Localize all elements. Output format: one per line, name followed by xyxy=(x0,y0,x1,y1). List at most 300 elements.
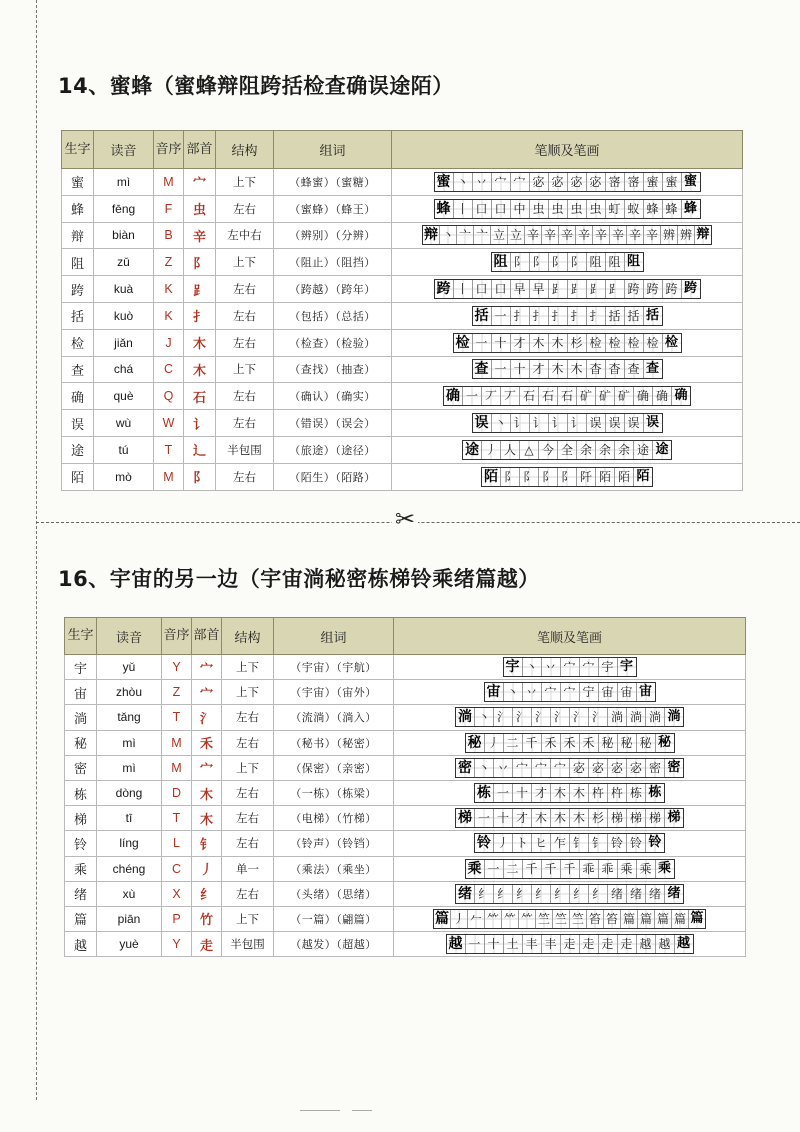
stroke-box: 千 xyxy=(561,860,580,878)
stroke-box: 石 xyxy=(520,387,539,405)
character-cell: 铃 xyxy=(65,831,97,856)
col-header-structure: 结构 xyxy=(222,618,274,655)
letter-cell: T xyxy=(162,705,192,730)
stroke-box: 二 xyxy=(504,860,523,878)
stroke-box: 一 xyxy=(466,935,485,953)
table-row xyxy=(65,831,746,856)
stroke-box: 越 xyxy=(656,935,675,953)
letter-cell: Z xyxy=(154,249,184,276)
pinyin-cell: tī xyxy=(97,806,162,831)
stroke-box: 铃 xyxy=(627,834,646,852)
stroke-box: 纟 xyxy=(494,885,513,903)
stroke-box: 木 xyxy=(549,360,568,378)
character-cell: 宙 xyxy=(65,680,97,705)
pinyin-cell: mò xyxy=(94,463,154,490)
character-cell: 宇 xyxy=(65,655,97,680)
stroke-box: 误 xyxy=(587,414,606,432)
stroke-box: 辩 xyxy=(696,227,710,243)
stroke-box: 蚁 xyxy=(625,200,644,218)
radical-cell: 石 xyxy=(184,383,216,410)
words-cell: （错误）（误会） xyxy=(274,410,392,437)
stroke-box: 括 xyxy=(625,307,644,325)
stroke-box: 十 xyxy=(511,360,530,378)
words-cell: （确认）（确实） xyxy=(274,383,392,410)
stroke-grid xyxy=(481,467,653,487)
character-cell: 蜂 xyxy=(62,195,94,222)
pinyin-cell: mì xyxy=(97,730,162,755)
pinyin-cell: mì xyxy=(97,755,162,780)
stroke-box: 淌 xyxy=(646,708,665,726)
stroke-order-cell xyxy=(394,906,746,931)
stroke-order-cell xyxy=(392,463,743,490)
stroke-box: 辛 xyxy=(525,226,542,244)
character-cell: 检 xyxy=(62,329,94,356)
letter-cell: D xyxy=(162,780,192,805)
table-row xyxy=(62,302,743,329)
character-cell: 越 xyxy=(65,932,97,957)
stroke-box: 跨 xyxy=(663,280,682,298)
stroke-box: 氵 xyxy=(570,708,589,726)
stroke-box: 杉 xyxy=(589,809,608,827)
stroke-box: 杳 xyxy=(587,360,606,378)
stroke-box: 纟 xyxy=(475,885,494,903)
stroke-grid xyxy=(491,252,644,272)
stroke-box: 跨 xyxy=(644,280,663,298)
stroke-box: 淌 xyxy=(627,708,646,726)
stroke-box: 千 xyxy=(523,734,542,752)
letter-cell: M xyxy=(162,755,192,780)
words-cell: （蜜蜂）（蜂王） xyxy=(274,195,392,222)
stroke-box: 秘 xyxy=(599,734,618,752)
letter-cell: T xyxy=(162,806,192,831)
col-header-structure: 结构 xyxy=(216,131,274,169)
stroke-box: ⻊ xyxy=(606,280,625,298)
stroke-grid xyxy=(472,306,663,326)
structure-cell: 左右 xyxy=(222,780,274,805)
stroke-order-cell xyxy=(394,780,746,805)
stroke-box: 阻 xyxy=(606,253,625,271)
stroke-box: 才 xyxy=(511,334,530,352)
binding-dashed-line xyxy=(36,0,37,1100)
stroke-box: 秘 xyxy=(656,734,674,752)
stroke-box: 杵 xyxy=(589,784,608,802)
stroke-box: 辨 xyxy=(661,226,678,244)
stroke-box: 蜜 xyxy=(663,173,682,191)
structure-cell: 单一 xyxy=(222,856,274,881)
col-header-char: 生字 xyxy=(65,618,97,655)
col-header-radical: 部首 xyxy=(184,131,216,169)
pinyin-cell: tú xyxy=(94,436,154,463)
stroke-box: 阝 xyxy=(501,468,520,486)
stroke-box: 梯 xyxy=(627,809,646,827)
stroke-box: 篇 xyxy=(638,910,655,928)
stroke-box: ⺮ xyxy=(485,910,502,928)
words-cell: （一篇）（翩篇） xyxy=(274,906,394,931)
stroke-grid xyxy=(474,833,665,853)
stroke-box: 跨 xyxy=(682,280,700,298)
radical-cell: 辛 xyxy=(184,222,216,249)
stroke-box: 检 xyxy=(454,334,473,352)
words-cell: （秘书）（秘密） xyxy=(274,730,394,755)
stroke-box: 立 xyxy=(508,226,525,244)
stroke-box: 蜂 xyxy=(644,200,663,218)
stroke-box: 蜜 xyxy=(644,173,663,191)
letter-cell: L xyxy=(162,831,192,856)
stroke-box: 木 xyxy=(551,784,570,802)
stroke-box: 早 xyxy=(511,280,530,298)
structure-cell: 左右 xyxy=(216,276,274,303)
stroke-box: 确 xyxy=(634,387,653,405)
stroke-box: 一 xyxy=(492,360,511,378)
stroke-grid xyxy=(472,359,663,379)
stroke-box: 阻 xyxy=(587,253,606,271)
stroke-box: 阡 xyxy=(577,468,596,486)
stroke-box: 途 xyxy=(653,441,671,459)
stroke-box: 纟 xyxy=(532,885,551,903)
stroke-box: 密 xyxy=(646,759,665,777)
stroke-order-cell xyxy=(394,856,746,881)
stroke-order-cell xyxy=(394,655,746,680)
stroke-grid xyxy=(455,758,684,778)
letter-cell: Q xyxy=(154,383,184,410)
stroke-box: 十 xyxy=(494,809,513,827)
structure-cell: 上下 xyxy=(222,755,274,780)
structure-cell: 半包围 xyxy=(216,436,274,463)
stroke-box: 宁 xyxy=(580,683,599,701)
words-cell: （乘法）（乘坐） xyxy=(274,856,394,881)
stroke-box: 扌 xyxy=(511,307,530,325)
structure-cell: 左右 xyxy=(216,463,274,490)
stroke-box: 蜜 xyxy=(682,173,700,191)
stroke-box: 竺 xyxy=(570,910,587,928)
radical-cell: 宀 xyxy=(192,755,222,780)
footer-mark xyxy=(352,1110,372,1111)
stroke-box: 陌 xyxy=(634,468,652,486)
structure-cell: 上下 xyxy=(222,906,274,931)
pinyin-cell: yuè xyxy=(97,932,162,957)
stroke-box: 乘 xyxy=(466,860,485,878)
pinyin-cell: chéng xyxy=(97,856,162,881)
stroke-box: 木 xyxy=(530,334,549,352)
stroke-box: 宓 xyxy=(627,759,646,777)
radical-cell: 辶 xyxy=(184,436,216,463)
stroke-box: 绪 xyxy=(665,885,683,903)
stroke-box: 淌 xyxy=(608,708,627,726)
words-cell: （阻止）（阻挡） xyxy=(274,249,392,276)
stroke-box: 跨 xyxy=(435,280,454,298)
stroke-box: 宙 xyxy=(599,683,618,701)
stroke-box: 篇 xyxy=(655,910,672,928)
stroke-box: 途 xyxy=(463,441,482,459)
stroke-box: 余 xyxy=(596,441,615,459)
stroke-box: 乖 xyxy=(599,860,618,878)
stroke-box: 氵 xyxy=(589,708,608,726)
stroke-box: 括 xyxy=(606,307,625,325)
stroke-box: ⻊ xyxy=(587,280,606,298)
stroke-box: 扌 xyxy=(530,307,549,325)
stroke-box: 检 xyxy=(663,334,681,352)
stroke-box: 氵 xyxy=(551,708,570,726)
stroke-grid xyxy=(455,884,684,904)
stroke-box: ⻊ xyxy=(549,280,568,298)
structure-cell: 上下 xyxy=(222,655,274,680)
radical-cell: 宀 xyxy=(192,680,222,705)
stroke-box: 查 xyxy=(644,360,662,378)
structure-cell: 左右 xyxy=(216,302,274,329)
stroke-box: 十 xyxy=(513,784,532,802)
character-cell: 篇 xyxy=(65,906,97,931)
stroke-box: 跨 xyxy=(625,280,644,298)
structure-cell: 上下 xyxy=(216,356,274,383)
words-cell: （检查）（检验） xyxy=(274,329,392,356)
letter-cell: P xyxy=(162,906,192,931)
stroke-box: 检 xyxy=(606,334,625,352)
stroke-box: 确 xyxy=(672,387,690,405)
stroke-box: 辛 xyxy=(542,226,559,244)
stroke-order-cell xyxy=(392,169,743,196)
radical-cell: 讠 xyxy=(184,410,216,437)
stroke-box: 越 xyxy=(675,935,693,953)
stroke-box: 阝 xyxy=(558,468,577,486)
stroke-order-cell xyxy=(392,383,743,410)
stroke-box: 宀 xyxy=(492,173,511,191)
stroke-box: 辛 xyxy=(559,226,576,244)
stroke-box: 矿 xyxy=(596,387,615,405)
stroke-box: 途 xyxy=(634,441,653,459)
stroke-box: 钅 xyxy=(570,834,589,852)
radical-cell: 木 xyxy=(184,329,216,356)
stroke-box: 丨 xyxy=(454,200,473,218)
stroke-grid xyxy=(465,859,675,879)
stroke-box: 余 xyxy=(615,441,634,459)
table-row xyxy=(65,705,746,730)
radical-cell: 木 xyxy=(184,356,216,383)
stroke-grid xyxy=(472,413,663,433)
stroke-order-cell xyxy=(392,410,743,437)
stroke-box: 陌 xyxy=(596,468,615,486)
stroke-box: 辛 xyxy=(610,226,627,244)
col-header-words: 组词 xyxy=(274,618,394,655)
stroke-box: 扌 xyxy=(549,307,568,325)
pinyin-cell: piān xyxy=(97,906,162,931)
pinyin-cell: zhòu xyxy=(97,680,162,705)
stroke-box: 亠 xyxy=(474,226,491,244)
words-cell: （保密）（亲密） xyxy=(274,755,394,780)
character-cell: 括 xyxy=(62,302,94,329)
stroke-box: 宇 xyxy=(599,658,618,676)
letter-cell: X xyxy=(162,881,192,906)
stroke-box: 一 xyxy=(485,860,504,878)
radical-cell: 竹 xyxy=(192,906,222,931)
stroke-box: 人 xyxy=(501,441,520,459)
stroke-grid xyxy=(453,333,682,353)
pinyin-cell: biàn xyxy=(94,222,154,249)
pinyin-cell: què xyxy=(94,383,154,410)
col-header-radical: 部首 xyxy=(192,618,222,655)
pinyin-cell: tǎng xyxy=(97,705,162,730)
stroke-box: 蜂 xyxy=(682,200,700,218)
radical-cell: 宀 xyxy=(184,169,216,196)
structure-cell: 左右 xyxy=(222,730,274,755)
stroke-box: 丶 xyxy=(504,683,523,701)
radical-cell: 木 xyxy=(192,780,222,805)
stroke-box: 辛 xyxy=(644,226,661,244)
stroke-box: 乘 xyxy=(618,860,637,878)
lesson-14-character-table xyxy=(61,130,743,491)
stroke-box: ⺮ xyxy=(502,910,519,928)
stroke-box: 全 xyxy=(558,441,577,459)
character-cell: 蜜 xyxy=(62,169,94,196)
stroke-box: 宙 xyxy=(618,683,637,701)
table-row xyxy=(62,356,743,383)
radical-cell: 钅 xyxy=(192,831,222,856)
stroke-box: 走 xyxy=(618,935,637,953)
radical-cell: 虫 xyxy=(184,195,216,222)
words-cell: （宇宙）（宙外） xyxy=(274,680,394,705)
stroke-box: 丶 xyxy=(475,708,494,726)
stroke-box: 丷 xyxy=(473,173,492,191)
table-header-row xyxy=(62,131,743,169)
character-cell: 阻 xyxy=(62,249,94,276)
stroke-box: 篇 xyxy=(690,910,704,926)
stroke-box: 纟 xyxy=(589,885,608,903)
stroke-box: 辛 xyxy=(627,226,644,244)
stroke-box: ト xyxy=(513,834,532,852)
words-cell: （流淌）（淌入） xyxy=(274,705,394,730)
stroke-order-cell xyxy=(392,195,743,222)
words-cell: （一栋）（栋梁） xyxy=(274,780,394,805)
stroke-box: 宻 xyxy=(606,173,625,191)
table-row xyxy=(62,436,743,463)
stroke-order-cell xyxy=(394,932,746,957)
stroke-box: 宇 xyxy=(618,658,636,676)
structure-cell: 上下 xyxy=(222,680,274,705)
stroke-box: 误 xyxy=(473,414,492,432)
structure-cell: 左右 xyxy=(222,881,274,906)
stroke-box: 误 xyxy=(644,414,662,432)
stroke-box: 丆 xyxy=(482,387,501,405)
stroke-order-cell xyxy=(394,680,746,705)
stroke-box: 阻 xyxy=(492,253,511,271)
stroke-box: 宇 xyxy=(504,658,523,676)
stroke-box: 丶 xyxy=(523,658,542,676)
stroke-box: 宀 xyxy=(511,173,530,191)
stroke-box: 余 xyxy=(577,441,596,459)
radical-cell: 氵 xyxy=(192,705,222,730)
stroke-box: 辛 xyxy=(593,226,610,244)
col-header-strokes: 笔顺及笔画 xyxy=(392,131,743,169)
stroke-grid xyxy=(434,172,701,192)
character-cell: 淌 xyxy=(65,705,97,730)
stroke-box: 误 xyxy=(625,414,644,432)
stroke-box: △ xyxy=(520,441,539,459)
stroke-order-cell xyxy=(392,329,743,356)
radical-cell: 木 xyxy=(192,806,222,831)
structure-cell: 上下 xyxy=(216,169,274,196)
stroke-box: 绪 xyxy=(608,885,627,903)
stroke-box: 篇 xyxy=(621,910,638,928)
letter-cell: K xyxy=(154,302,184,329)
stroke-box: 丰 xyxy=(542,935,561,953)
pinyin-cell: xù xyxy=(97,881,162,906)
stroke-grid xyxy=(443,386,691,406)
stroke-box: 纟 xyxy=(570,885,589,903)
words-cell: （旅途）（途径） xyxy=(274,436,392,463)
stroke-box: 扌 xyxy=(587,307,606,325)
stroke-grid xyxy=(455,808,684,828)
stroke-box: 才 xyxy=(513,809,532,827)
stroke-box: 氵 xyxy=(494,708,513,726)
stroke-box: 丷 xyxy=(542,658,561,676)
stroke-box: ⻊ xyxy=(568,280,587,298)
stroke-box: 才 xyxy=(532,784,551,802)
col-header-letter: 音序 xyxy=(154,131,184,169)
stroke-box: 虫 xyxy=(568,200,587,218)
table-row xyxy=(62,276,743,303)
character-cell: 陌 xyxy=(62,463,94,490)
letter-cell: J xyxy=(154,329,184,356)
stroke-box: 木 xyxy=(568,360,587,378)
stroke-box: 宓 xyxy=(570,759,589,777)
stroke-box: 越 xyxy=(447,935,466,953)
stroke-box: 木 xyxy=(570,784,589,802)
stroke-box: 越 xyxy=(637,935,656,953)
stroke-box: 宀 xyxy=(532,759,551,777)
stroke-box: 宙 xyxy=(637,683,655,701)
table-row xyxy=(65,780,746,805)
stroke-box: 口 xyxy=(492,280,511,298)
character-cell: 栋 xyxy=(65,780,97,805)
col-header-pinyin: 读音 xyxy=(97,618,162,655)
words-cell: （铃声）（铃铛） xyxy=(274,831,394,856)
structure-cell: 左右 xyxy=(222,705,274,730)
stroke-box: 检 xyxy=(587,334,606,352)
structure-cell: 左右 xyxy=(216,195,274,222)
stroke-box: 十 xyxy=(492,334,511,352)
stroke-box: 矿 xyxy=(615,387,634,405)
scissors-icon: ✂ xyxy=(392,505,418,533)
stroke-order-cell xyxy=(394,755,746,780)
stroke-box: 宓 xyxy=(568,173,587,191)
stroke-box: 丶 xyxy=(475,759,494,777)
stroke-box: ⺮ xyxy=(519,910,536,928)
character-cell: 误 xyxy=(62,410,94,437)
stroke-box: 宀 xyxy=(513,759,532,777)
stroke-box: 铃 xyxy=(646,834,664,852)
structure-cell: 左右 xyxy=(222,831,274,856)
stroke-box: 宓 xyxy=(608,759,627,777)
pinyin-cell: chá xyxy=(94,356,154,383)
table-row xyxy=(62,169,743,196)
stroke-box: 石 xyxy=(558,387,577,405)
col-header-pinyin: 读音 xyxy=(94,131,154,169)
stroke-box: 杉 xyxy=(568,334,587,352)
stroke-box: 检 xyxy=(644,334,663,352)
stroke-box: 丷 xyxy=(523,683,542,701)
stroke-box: 查 xyxy=(473,360,492,378)
stroke-box: 口 xyxy=(473,280,492,298)
stroke-order-cell xyxy=(394,705,746,730)
stroke-box: 千 xyxy=(542,860,561,878)
stroke-grid xyxy=(484,682,656,702)
stroke-box: 立 xyxy=(491,226,508,244)
stroke-box: 走 xyxy=(580,935,599,953)
stroke-box: 淌 xyxy=(456,708,475,726)
stroke-box: 口 xyxy=(492,200,511,218)
stroke-box: 矿 xyxy=(577,387,596,405)
stroke-box: 土 xyxy=(504,935,523,953)
stroke-box: 虫 xyxy=(587,200,606,218)
